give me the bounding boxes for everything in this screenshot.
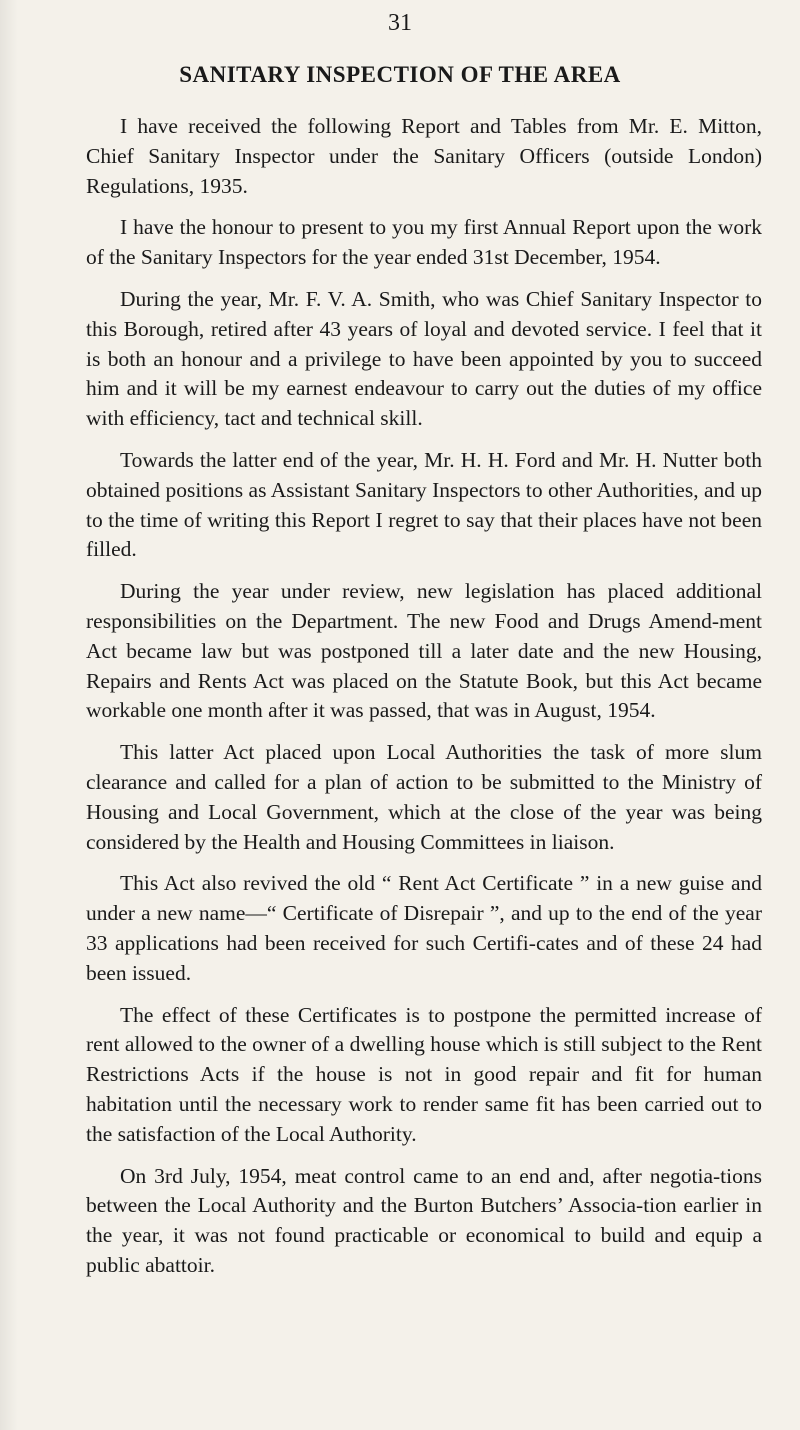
paragraph-certificate-of-disrepair: This Act also revived the old “ Rent Act Certificate ” in a new guise and under a new name—“ Certificate of Disrepair ”, and up to the end of the year 33 applications had been received for such Certifi-cates and of these 24 had been issued.	[86, 871, 762, 985]
paragraph-first-annual-report: I have the honour to present to you my first Annual Report upon the work of the Sanitary Inspectors for the year ended 31st December, 1954.	[86, 215, 762, 270]
report-body	[86, 112, 762, 1293]
page-edge-shadow	[0, 0, 18, 1430]
paragraph-staff-changes: Towards the latter end of the year, Mr. H. H. Ford and Mr. H. Nutter both obtained positions as Assistant Sanitary Inspectors to other Authorities, and up to the time of writing this Report I regret to say that their places have not been filled.	[86, 447, 762, 562]
paragraph-meat-control: On 3rd July, 1954, meat control came to an end and, after negotia-tions between the Local Authority and the Burton Butchers’ Associa-tion earlier in the year, it was not found practicable or economical to build and equip a public abattoir.	[86, 1163, 762, 1277]
paragraph-retirement: During the year, Mr. F. V. A. Smith, who was Chief Sanitary Inspector to this Borough, retired after 43 years of loyal and devoted service. I feel that it is both an honour and a privilege to have been appointed by you to succeed him and it will be my earnest endeavour to carry out the duties of my office with efficiency, tact and technical skill.	[86, 286, 762, 431]
paragraph-certificate-effect: The effect of these Certificates is to postpone the permitted increase of rent allowed to the owner of a dwelling house which is still subject to the Rent Restrictions Acts if the house is not in good repair and fit for human habitation until the necessary work to render same fit has been carried out to the satisfaction of the Local Authority.	[86, 1002, 762, 1146]
paragraph-new-legislation: During the year under review, new legislation has placed additional responsibilities on the Department. The new Food and Drugs Amend-ment Act became law but was postponed till a later date and the new Housing, Repairs and Rents Act was placed on the Statute Book, but this Act became workable one month after it was passed, that was in August, 1954.	[86, 579, 762, 723]
paragraph-slum-clearance: This latter Act placed upon Local Authorities the task of more slum clearance and called for a plan of action to be submitted to the Ministry of Housing and Local Government, which at the close of the year was being considered by the Health and Housing Committees in liaison.	[86, 740, 762, 854]
page-title: SANITARY INSPECTION OF THE AREA	[179, 62, 621, 87]
page-number: 31	[388, 10, 412, 36]
paragraph-report-received: I have received the following Report and Tables from Mr. E. Mitton, Chief Sanitary Inspector under the Sanitary Officers (outside London) Regulations, 1935.	[86, 114, 762, 198]
